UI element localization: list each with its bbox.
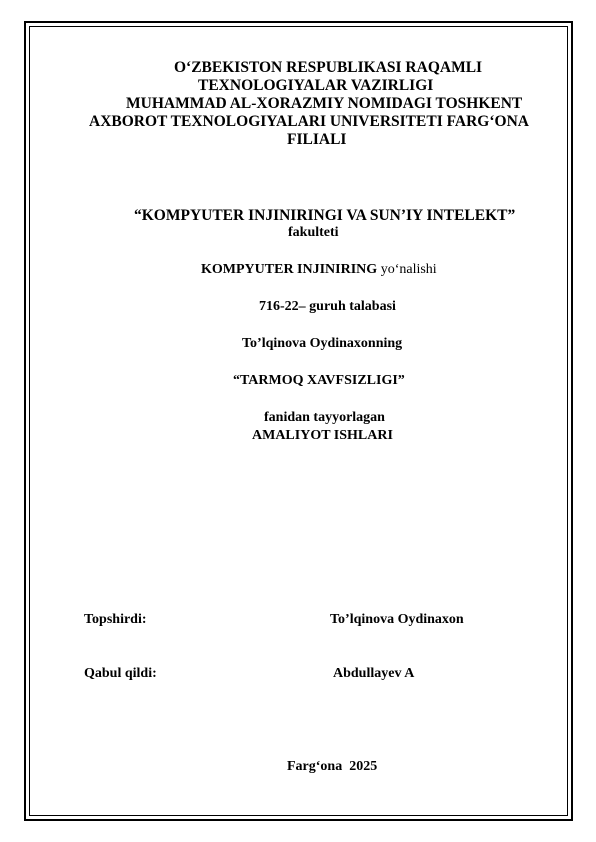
submitted-name: To’lqinova Oydinaxon [330, 612, 464, 627]
accepted-label: Qabul qildi: [84, 666, 157, 681]
header-line-1: O‘ZBEKISTON RESPUBLIKASI RAQAMLI [174, 59, 483, 76]
faculty-label: fakulteti [288, 225, 339, 240]
header-line-2: TEXNOLOGIYALAR VAZIRLIGI [198, 77, 434, 94]
header-line-4: AXBOROT TEXNOLOGIYALARI UNIVERSITETI FARG‘ONA [89, 113, 529, 130]
footer-place-year: Farg‘ona 2025 [287, 759, 378, 774]
subject-title: “TARMOQ XAVFSIZLIGI” [233, 373, 405, 388]
direction-label: yo‘nalishi [380, 262, 437, 277]
student-name: To’lqinova Oydinaxonning [242, 336, 403, 351]
group-line: 716-22– guruh talabasi [259, 299, 396, 314]
work-title: AMALIYOT ISHLARI [252, 428, 393, 443]
submitted-label: Topshirdi: [84, 612, 147, 627]
faculty-name: “KOMPYUTER INJINIRINGI VA SUN’IY INTELEKT” [134, 207, 516, 224]
direction-name: KOMPYUTER INJINIRING [201, 262, 378, 277]
prepared-line: fanidan tayyorlagan [264, 410, 385, 425]
direction-line [201, 263, 437, 277]
header-line-3: MUHAMMAD AL-XORAZMIY NOMIDAGI TOSHKENT [126, 95, 523, 112]
header-line-5: FILIALI [287, 131, 347, 148]
accepted-name: Abdullayev A [333, 666, 415, 681]
